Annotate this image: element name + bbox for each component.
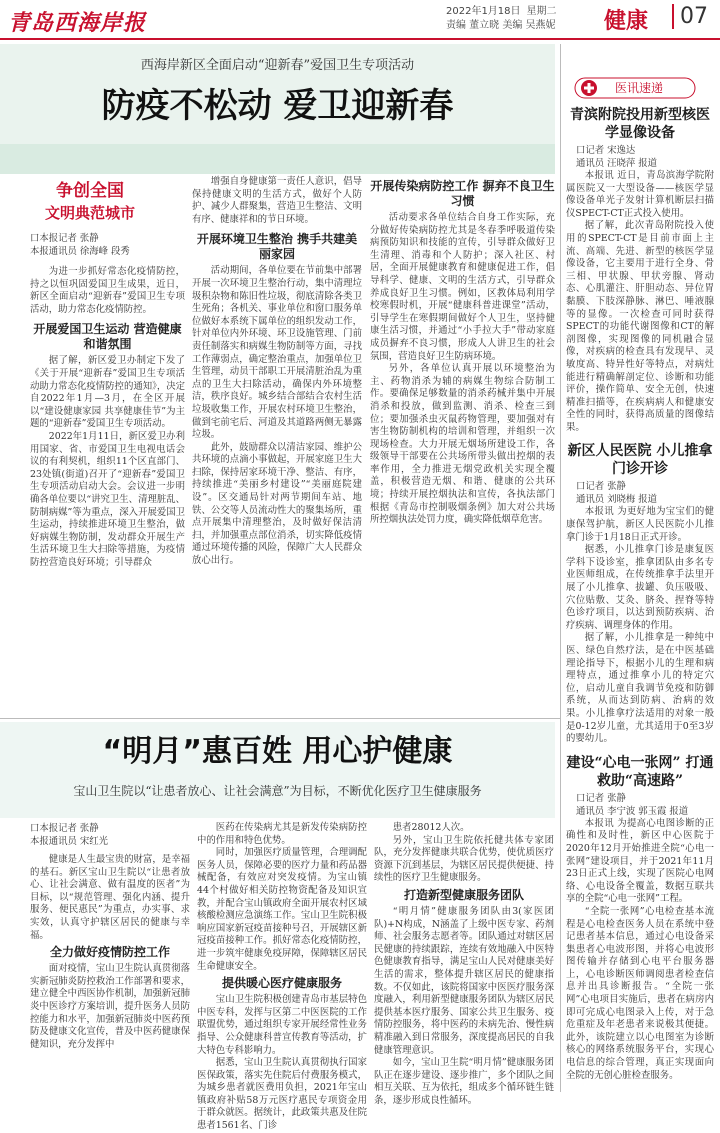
news-flash-tag [575, 76, 695, 100]
lead-column-1 [30, 232, 185, 712]
lead-byline-reporter: 口本报记者 张静 [30, 233, 99, 244]
second-byline-reporter: 口本报记者 张静 [30, 823, 99, 834]
brief-3-title: 建设“心电一张网” 打通救助“高速路” [566, 754, 714, 789]
lead-paragraph: 据了解，新区爱卫办制定下发了《关于开展“迎新春”爱国卫生专项活动助力常态化疫情防控的通知》，决定自2022年1月—3月，在全区开展以“建设健康家园 共享健康佳节”为主题的“迎新春”爱国卫生专项活动。 [30, 355, 185, 430]
masthead [0, 0, 720, 40]
second-paragraph: 据悉，宝山卫生院认真贯彻执行国家医保政策，落实先住院后付费服务模式，为城乡患者就医费用负担，2021年宝山镇政府补贴58万元医疗惠民专项资金用于群众就医。据统计，此政策共惠及住院患者1561名、门诊 [197, 1057, 367, 1132]
second-paragraph: “明月情”健康服务团队由3(家医团队)+N构成，N涵盖了上级中医专家、药剂师、社会服务志愿者等。团队通过对辖区居民健康的持续跟踪，连续有效地融入中医特色健康教育指导，满足宝山人民对健康美好生活的需求，整体提升辖区居民的健康指数。不仅如此，该院将国家中医医疗服务深度融入，利用新型健康服务团队为辖区居民提供基本医疗服务、国家公共卫生服务、疫情防控服务，将中医药的未病先治、慢性病精准融入到日常服务，深度提高居民的自我健康管理意识。 [374, 905, 554, 1056]
lead-subhead-1: 开展爱国卫生运动 营造健康和谐氛围 [33, 322, 182, 352]
brief-1-byline-correspondent: 通讯员 汪晓萍 报道 [576, 158, 657, 169]
issue-meta [446, 5, 563, 33]
issue-date: 2022年1月18日 [446, 6, 521, 17]
brief-1-byline-reporter: 口记者 宋逸达 [576, 145, 636, 156]
second-paragraph: 面对疫情，宝山卫生院认真贯彻落实新冠肺炎防控救治工作部署和要求，建立健全中西医协作机制，加强新冠肺炎中医诊疗方案培训，提升医务人员防控能力和水平，加强新冠肺炎中医药预防及健康文化宣传，普及中医药健康保健知识，充分发挥中 [30, 963, 190, 1050]
brief-paragraph: “全院一张网”心电检查基本流程是心电检查医务人员在系统中登记患者基本信息，通过心电设备采集患者心电波形图，并将心电波形图传输并存储到心电平台服务器上，心电诊断医师调阅患者检查信息并出具诊断报告。“全院一张网”心电项目实施后，患者在病房内即可完成心电图录入上传，对于急危重症及年老患者来说极其便捷。此外，该院建立以心电图室为诊断核心的网络系统服务平台，实现心电信息的综合管理，真正实现面向全院的无创心脏检查服务。 [566, 905, 714, 1081]
second-title: “明月”惠百姓 用心护健康 [102, 734, 453, 769]
editor-credits: 责编 董立晓 美编 吴燕妮 [446, 20, 556, 31]
svg-text:争创全国: 争创全国 [56, 181, 124, 201]
section-divider [0, 718, 560, 719]
second-paragraph: 健康是人生最宝贵的财富，是幸福的基石。新区宝山卫生院以“让患者放心、让社会满意、做有温度的医者”为目标，以“规范管理、强化内涵、提升服务、便民惠民”为重点，办实事、求实效，认真守护辖区居民的健康与幸福。 [30, 854, 190, 941]
brief-paragraph: 据悉，小儿推拿门诊是康复医学科下设诊室，推拿团队由多名专业医师组成，在传统推拿手法里开展了小儿推拿、拔罐、负压吸吸、穴位贴敷、艾灸、脐灸、捏脊等特色诊疗项目，以达到预防疾病、治疗疾病、调理身体的作用。 [566, 544, 714, 631]
lead-kicker: 西海岸新区全面启动“迎新春”爱国卫生专项活动 [140, 58, 415, 73]
lead-paragraph: 2022年1月11日，新区爱卫办利用国家、省、市爱国卫生电视电话会议的有利契机，组织11个区直部门、23处镇(街道)召开了“迎新春”爱国卫生专项活动启动大会。会议进一步明确各单位要以“讲究卫生、清理脏乱、防制病媒”等为重点，深入开展爱国卫生运动，持续推进环境卫生整治，做好病媒生物防制，发动群众开展生产生活环境卫生大扫除等措施，为疫情防控营造良好环境；引导群众 [30, 430, 185, 568]
newspaper-logo: 青岛西海岸报 [8, 10, 147, 36]
brief-paragraph: 本报讯 为更好地为宝宝们的健康保驾护航，新区人民医院小儿推拿门诊于1月18日正式开诊。 [566, 506, 714, 543]
second-column-1 [30, 822, 190, 1092]
lead-paragraph: 此外，鼓励群众以清洁家园、维护公共环境的点滴小事做起，开展家庭卫生大扫除，保持居家环境干净、整洁、有序，持续推进“美丽乡村建设”“美丽庭院建设”。区交通局针对两节期间车站、地铁、公交等人员流动性大的聚集场所，重点开展集中清理整治，及时做好保洁清扫，并加强重点部位消杀，切实降低疫情通过环境传播的风险，保障广大人民群众放心出行。 [192, 441, 362, 567]
lead-paragraph: 活动期间，各单位要在节前集中部署开展一次环境卫生整治行动，集中清理垃圾积杂物和陈旧性垃圾，彻底清除各类卫生死角；各机关、事业单位和窗口服务单位做好本系统下属单位的组织发动工作，针对单位内外环境、环卫设施管理、门前责任制落实和病媒生物防制等方面，寻找工作薄弱点，确定整治重点，加强单位卫生管理，动员干部职工开展清脏治乱为重点的卫生大扫除活动，确保内外环境整洁，秩序良好。城乡结合部结合农村生活垃圾收集工作，开展农村环境卫生整治，做到宅前宅后、河道及其道路两侧无暴露垃圾。 [192, 265, 362, 441]
page-number: 07 [672, 4, 708, 29]
brief-2-byline-correspondent: 通讯员 刘晓梅 报道 [576, 494, 657, 506]
second-paragraph: 如今，宝山卫生院“明月情”健康服务团队正在逐步建设、逐步推广，多个团队之间相互关联、互为依托，组成多个循环链生链条，逐步形成良性循环。 [374, 1057, 554, 1106]
second-byline-correspondent: 本报通讯员 宋红光 [30, 836, 108, 847]
lead-column-2 [192, 176, 362, 712]
brief-3-byline-correspondent: 通讯员 李宁波 郭玉霞 报道 [576, 805, 689, 817]
news-flash-column [566, 104, 714, 1092]
second-header [0, 722, 555, 818]
svg-text:文明典范城市: 文明典范城市 [44, 204, 136, 222]
brief-paragraph: 据了解，此次青岛附院投入使用的SPECT-CT是目前市面上主流、高端、先进、新型的核医学显像设备，它主要用于进行全身、骨三相、甲状腺、甲状旁腺、肾动态、心肌灌注、肝胆动态、异位胃黏膜、下肢深静脉、淋巴、唾液腺等的显像。一次检查可同时获得SPECT的功能代谢图像和CT的解剖图像，实现图像的同机融合显像，对疾病的检查具有发现早、灵敏度高、特异性好等特点，对病灶能进行精确解剖定位、诊断和功能评价，操作简单、安全无创，快速精准扫描等，在疾病病人和健康安全性的同时，获得高质量的图像结果。 [566, 220, 714, 433]
brief-2-byline-reporter: 口记者 张静 [576, 481, 626, 493]
lead-paragraph: 另外，各单位认真开展以环境整治为主、药物消杀为辅的病媒生物综合防制工作。要确保足够数量的消杀药械并集中开展消杀和投放，做到监测、消杀、检查三到位；要加强杀虫灭鼠药物管理，要加强对有害生物防制机构的培训和管理，并组织一次现场检查。大力开展无烟场所建设工作，各级领导干部要在公共场所带头做出控烟的表率作用，全力推进无烟党政机关实现全覆盖，积极营造无烟、和谐、健康的公共环境；持续开展控烟执法和宣传，各执法部门根据《青岛市控制吸烟条例》加大对公共场所控烟执法处罚力度，确实降低烟草危害。 [370, 363, 555, 526]
second-subhead-3: 打造新型健康服务团队 [403, 887, 524, 902]
civilization-city-emblem [30, 176, 150, 224]
lead-paragraph: 增强自身健康第一责任人意识，倡导保持健康文明的生活方式，做好个人防护、减少人群聚集，营造卫生整洁、文明有序、健康祥和的节日环境。 [192, 176, 362, 225]
svg-text:医讯速递: 医讯速递 [614, 81, 664, 95]
second-column-2 [197, 822, 367, 1132]
second-column-3 [374, 822, 554, 1106]
brief-paragraph: 本报讯 为提高心电图诊断的正确性和及时性，新区中心医院于2020年12月开始推进全院“心电一张网”建设项目，并于2021年11月23日正式上线，实现了医院心电网络、心电设备全覆盖，数据互联共享的全院“心电一张网”工程。 [566, 817, 714, 905]
second-paragraph: 患者28012人次。 [392, 822, 470, 833]
section-name: 健康 [604, 9, 649, 34]
second-subtitle: 宝山卫生院以“让患者放心、让社会满意”为目标，不断优化医疗卫生健康服务 [73, 784, 482, 798]
second-subhead-2: 提供暖心医疗健康服务 [221, 976, 342, 991]
brief-2-title: 新区人民医院 小儿推拿门诊开诊 [567, 443, 713, 478]
brief-paragraph: 本报讯 近日，青岛滨海学院附属医院又一大型设备——核医学显像设备单光子发射计算机断层扫描仪SPECT-CT正式投入使用。 [566, 170, 714, 219]
brief-3-byline-reporter: 口记者 张静 [576, 792, 626, 804]
lead-byline-correspondent: 本报通讯员 徐海峰 段秀 [30, 246, 130, 257]
second-paragraph: 另外，宝山卫生院依托健共体专家团队，充分发挥健康共联合优势，使优质医疗资源下沉到基层，为辖区居民提供便捷、持续性的医疗卫生健康服务。 [374, 834, 554, 884]
lead-title: 防疫不松动 爱卫迎新春 [101, 86, 454, 126]
lead-subhead-3: 开展传染病防控工作 摒弃不良卫生习惯 [370, 179, 555, 208]
brief-1-title: 青滨附院投用新型核医学显像设备 [570, 107, 710, 141]
lead-column-3 [370, 176, 555, 712]
lead-subhead-2: 开展环境卫生整治 携手共建美丽家园 [196, 232, 358, 262]
column-divider [560, 44, 561, 1092]
lead-intro: 为进一步抓好常态化疫情防控，持之以恒巩固爱国卫生成果，近日，新区全面启动“迎新春”爱国卫生专项活动，助力常态化疫情防控。 [30, 266, 185, 315]
second-paragraph: 宝山卫生院积极创建青岛市基层特色中医专科，发挥与区第二中医医院的工作联盟优势，通过组织专家开展经常性业务指导、公众健康科普宣传教育等活动，扩大特色专科影响力。 [197, 994, 367, 1056]
lead-paragraph: 活动要求各单位结合自身工作实际，充分做好传染病防控尤其是冬春季呼吸道传染病预防知识和技能的宣传，引导群众做好卫生清理、消毒和个人防护；深入社区、村居，全面开展健康教育和健康促进工作，倡导科学、健康、文明的生活方式，引导群众养成良好卫生习惯。例如，区教体局利用学校寒假时机，开展“健康科普进课堂”活动，引导学生在寒假期间做好个人卫生，坚持健康生活习惯，并通过“小手拉大手”带动家庭成员摒弃不良习惯，形成人人讲卫生的社会氛围，营造良好卫生防病环境。 [370, 212, 555, 362]
second-subhead-1: 全力做好疫情防控工作 [49, 945, 170, 960]
second-paragraph: 医药在传染病尤其是新发传染病防控中的作用和特色优势。 [197, 822, 367, 846]
second-paragraph: 同时，加强医疗质量管理，合理调配医务人员，保障必要的医疗力量和药品器械配备，有效应对突发疫情。为宝山镇44个村做好相关防控物资配备及知识宣教，并配合宝山镇政府全面开展农村区域核酸检测应急演练工作。宝山卫生院积极响应国家新冠疫苗接种号召，开展辖区新冠疫苗接种工作。抓好常态化疫情防控，进一步筑牢健康免疫屏障，保障辖区居民生命健康安全。 [197, 847, 367, 972]
issue-weekday: 星期二 [526, 6, 557, 17]
lead-header [0, 44, 555, 174]
brief-paragraph: 据了解，小儿推拿是一种纯中医、绿色自然疗法，是在中医基础理论指导下，根据小儿的生理和病理特点，通过推拿小儿的特定穴位，启动儿童自我调节免疫和防御系统，从而达到防病、治病的效果。小儿推拿疗法适用的对象一般是0-12岁儿童，尤其适用于0至3岁的婴幼儿。 [566, 632, 714, 745]
